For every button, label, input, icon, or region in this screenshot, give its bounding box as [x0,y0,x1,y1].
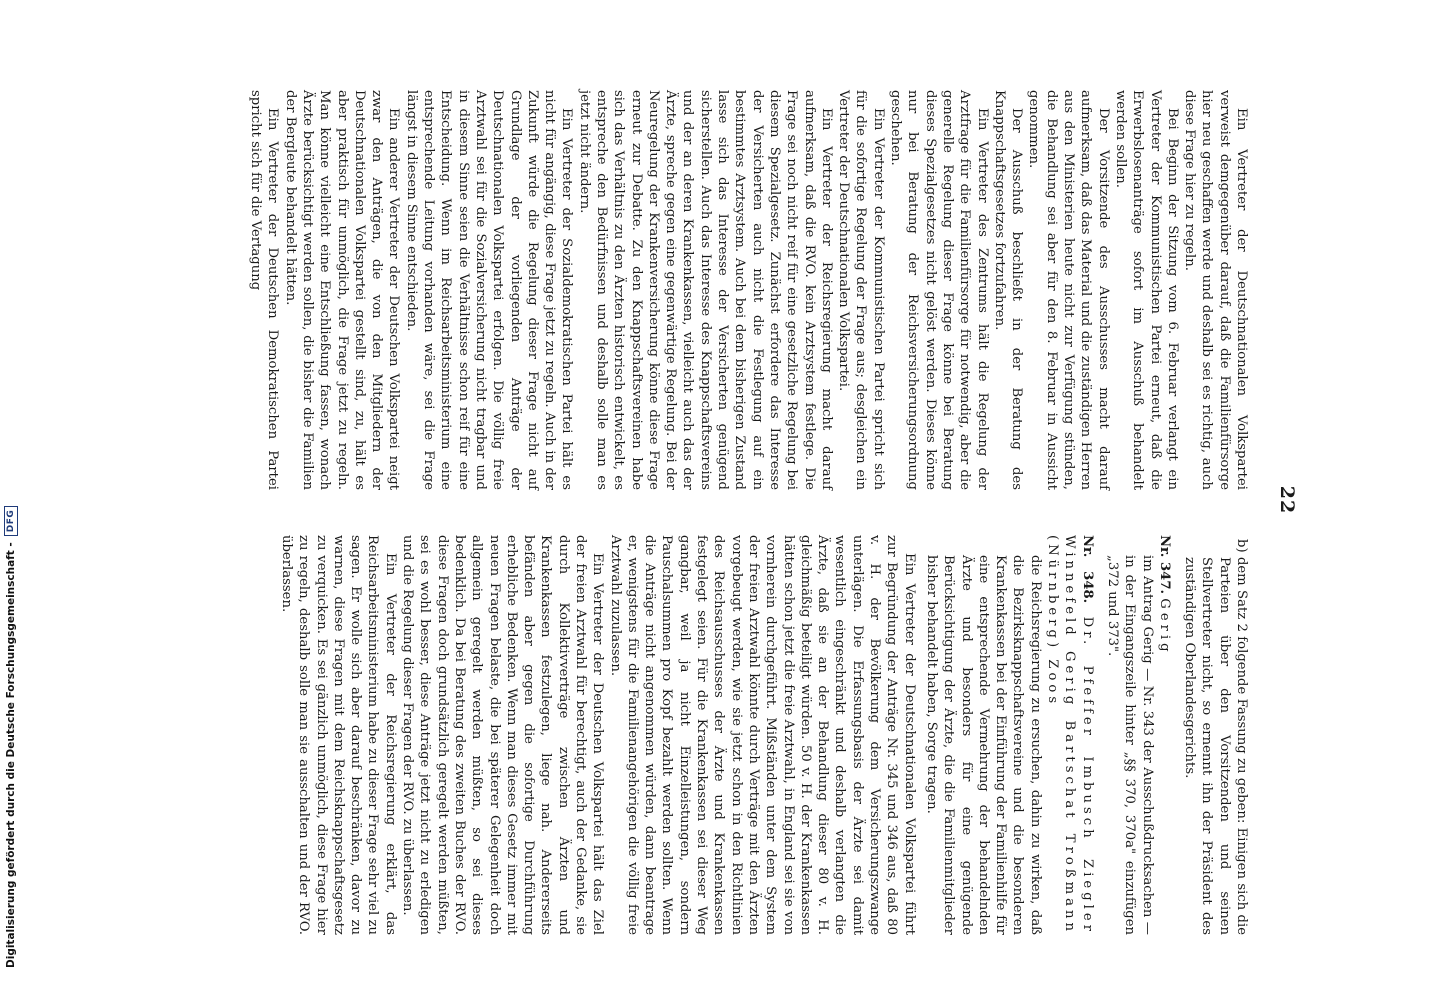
motion-347-text: im Antrag Gerig — Nr. 343 der Ausschußdrucksachen — in der Eingangszeile hinter „§§ 370, 370a" einzufügen „372 und 373". [1104,555,1155,935]
motion-347-header [1156,535,1173,935]
paragraph: Der Vorsitzende des Ausschusses macht darauf aufmerksam, daß das Material und die zuständigen Herren aus den Ministerien heute nicht zur Verfügung stünden, die Behandlung sei aber für den 8. Februar in Aussicht genommen. [1026,90,1111,490]
paragraph: Ein Vertreter der Kommunistischen Partei spricht sich für die sofortige Regelung der Frage aus; desgleichen ein Vertreter der Deutschnationalen Volkspartei. [836,90,886,490]
document-page [128,0,1318,1000]
paragraph: Ein Vertreter des Zentrums hält die Regelung der Arztfrage für die Familienfürsorge für notwendig, aber die generelle Regelung dieser Frage könne bei Beratung dieses Spezialgesetzes nicht gelöst werden. Dieses könne nur bei Beratung der Reichsversicherungsordnung geschehen. [888,90,990,490]
amendment-item-b: b) dem Satz 2 folgende Fassung zu geben: Einigen sich die Parteien über den Vorsitzenden und seinen Stellvertreter nicht, so ernennt ihn der Präsident des zuständigen Oberlandesgerichts. [1182,539,1249,935]
dfg-logo: DFG [4,506,18,537]
digitization-credit-text [2,18,20,968]
paragraph: Ein Vertreter der Reichsregierung macht darauf aufmerksam, daß die RVO. kein Arztsystem festlege. Die Frage sei noch nicht reif für eine gesetzliche Regelung bei diesem Spezialgesetz. Zunächst erfordere das Interesse der Versicherten auch nicht die Festlegung auf ein bestimmtes Arztsystem. Auch bei dem bisherigen Zustand lasse sich das Interesse der Versicherten genügend sicherstellen. Auch das Interesse des Knappschaftsvereins und der an deren Krankenkassen, vielleicht auch das der Ärzte, spreche gegen eine gegenwärtige Regelung. Bei der Neuregelung der Krankenversicherung könne diese Frage erneut zur Debatte. Zu den Knappschaftsvereinen habe sich das Verhältnis zu den Ärzten historisch entwickelt, es entspreche den Bedürfnissen und deshalb solle man es jetzt nicht ändern. [576,90,834,490]
motion-347-signers: Gerig [1156,598,1172,656]
paragraph: Ein anderer Vertreter der Deutschen Volkspartei neigt zwar den Anträgen, die von den Mitgliedern der Deutschnationalen Volkspartei gestellt sind, zu, hält es aber praktisch für unmöglich, die Frage jetzt zu regeln. Man könne vielleicht eine Entschließung fassen, wonach Ärzte berücksichtigt werden sollen, die bisher die Familien der Bergleute behandelt hätten. [282,90,402,490]
paragraph: Ein Vertreter der Sozialdemokratischen Partei hält es nicht für angängig, diese Frage jetzt zu regeln. Auch in der Zukunft würde die Regelung dieser Frage nicht auf Grundlage der vorliegenden Anträge der Deutschnationalen Volkspartei erfolgen. Die völlig freie Arztwahl sei für die Sozialversicherung nicht tragbar und in diesem Sinne seien die Verhältnisse schon reif für eine Entscheidung. Wenn im Reichsarbeitsministerium eine entsprechende Leitung vorhanden wäre, sei die Frage längst in diesem Sinne entschieden. [403,90,575,490]
paragraph: Bei Beginn der Sitzung vom 6. Februar verlangt ein Vertreter der Kommunistischen Partei erneut, daß die Erwerbslosenanträge sofort im Ausschuß behandelt werden sollen. [1112,90,1180,490]
paragraph: Ein Vertreter der Deutschnationalen Volkspartei führt zur Begründung der Anträge Nr. 345 und 346 aus, daß 80 v. H. der Bevölkerung dem Versicherungszwange unterlägen. Die Erfassungsbasis der Ärzte sei damit wesentlich eingeschränkt und deshalb verlangten die Ärzte, daß sie an der Behandlung dieser 80 v. H. gleichmäßig beteiligt würden. 50 v. H. der Krankenkassen hätten schon jetzt die freie Arztwahl, in England sei sie von vornherein durchgeführt. Mißständen unter dem System der freien Arztwahl könnte durch Verträge mit den Ärzten vorgebeugt werden, wie sie jetzt schon in den Richtlinien des Reichsausschusses der Ärzte und Krankenkassen festgelegt seien. Für die Krankenkassen sei dieser Weg gangbar, weil ja nicht Einzelleistungen, sondern Pauschalsummen pro Kopf bezahlt werden sollten. Wenn die Anträge nicht angenommen würden, dann beantrage er, wenigstens für die Familienangehörigen die völlig freie Arztwahl zuzulassen. [607,535,917,935]
paragraph: Ein Vertreter der Deutschen Volkspartei hält das Ziel der freien Arztwahl für berechtigt, auch der Gedanke, sie durch Kollektivverträge zwischen Ärzten und Krankenkassen festzulegen, liege nah. Andererseits befänden aber gegen die sofortige Durchführung erhebliche Bedenken. Wenn man dieses Gesetz immer mit neuen Fragen belaste, die bei späterer Gelegenheit doch allgemein geregelt werden müßten, so sei dieses bedenklich. Da bei Beratung des zweiten Buches der RVO. diese Fragen doch grundsätzlich geregelt werden müßten, sei es wohl besser, diese Anträge jetzt nicht zu erledigen und die Regelung dieser Fragen der RVO. zu überlassen. [400,535,606,935]
paragraph: Ein Vertreter der Deutschnationalen Volkspartei verweist demgegenüber darauf, daß die Familienfürsorge hier neu geschaffen werde und deshalb sei es richtig, auch diese Frage hier zu regeln. [1182,90,1249,490]
page-number: 22 [1276,485,1298,515]
credit-line: Digitalisierung gefördert durch die Deutsche Forschungsgemeinschaft - [5,542,17,968]
motion-348-text: die Reichsregierung zu ersuchen, dahin zu wirken, daß die Bezirksknappschaftsvereine und die besonderen Krankenkassen bei der Einführung der Familienhilfe für eine entsprechende Vermehrung der behandelnden Ärzte und besonders für eine genügende Berücksichtigung der Ärzte, die die Familienmitglieder bisher behandelt haben, Sorge tragen. [923,555,1043,935]
paragraph: Ein Vertreter der Deutschen Demokratischen Partei spricht sich für die Vertagung [248,90,281,490]
column-left [278,535,1250,935]
motion-348-signers: Dr. Pfeffer Imbusch Ziegler Winnefeld Gerig Bartschat Troßmann (Nürnberg) Zoos [1045,535,1095,935]
digitization-credit [2,18,20,998]
paragraph: Ein Vertreter der Reichsregierung erklärt, das Reichsarbeitsministerium habe zu dieser Frage sehr viel zu sagen. Er wolle sich aber darauf beschränken, davor zu warnen, diese Fragen mit dem Reichsknappschaftsgesetz zu verquicken. Es sei gänzlich unmöglich, diese Frage hier zu regeln, deshalb solle man sie ausschalten und der RVO. überlassen. [278,535,398,935]
column-right [247,90,1250,490]
motion-348-number: Nr. 348. [1079,535,1095,604]
motion-348-header [1044,535,1096,935]
paragraph: Der Ausschuß beschließt in der Beratung des Knappschaftsgesetzes fortzufahren. [991,90,1025,490]
motion-347-number: Nr. 347. [1156,535,1172,595]
